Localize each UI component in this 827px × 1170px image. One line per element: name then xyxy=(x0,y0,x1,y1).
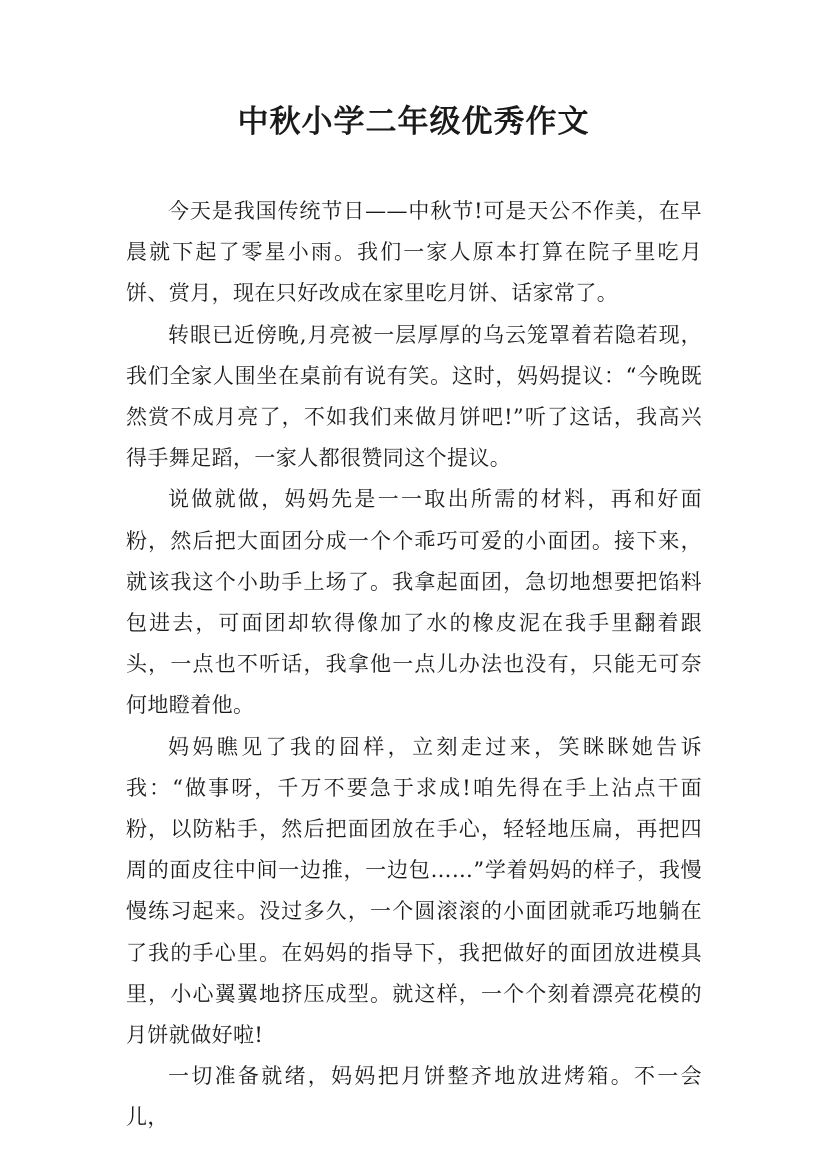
paragraph-2: 转眼已近傍晚,月亮被一层厚厚的乌云笼罩着若隐若现，我们全家人围坐在桌前有说有笑。这时，妈妈提议：“今晚既然赏不成月亮了，不如我们来做月饼吧!”听了这话，我高兴得手舞足蹈，一家人都很赞同这个提议。 xyxy=(126,322,702,471)
document-body xyxy=(126,191,702,1139)
paragraph-1: 今天是我国传统节日——中秋节!可是天公不作美，在早晨就下起了零星小雨。我们一家人原本打算在院子里吃月饼、赏月，现在只好改成在家里吃月饼、话家常了。 xyxy=(126,199,702,306)
paragraph-4: 妈妈瞧见了我的囧样，立刻走过来，笑眯眯她告诉我：“做事呀，千万不要急于求成!咱先得在手上沾点干面粉，以防粘手，然后把面团放在手心，轻轻地压扁，再把四周的面皮往中间一边推，一边包……”学着妈妈的样子，我慢慢练习起来。没过多久，一个圆滚滚的小面团就乖巧地躺在了我的手心里。在妈妈的指导下，我把做好的面团放进模具里，小心翼翼地挤压成型。就这样，一个个刻着漂亮花模的月饼就做好啦! xyxy=(126,734,702,1048)
document-title: 中秋小学二年级优秀作文 xyxy=(237,104,590,140)
paragraph-5: 一切准备就绪，妈妈把月饼整齐地放进烤箱。不一会儿， xyxy=(126,1064,702,1130)
paragraph-3: 说做就做，妈妈先是一一取出所需的材料，再和好面粉，然后把大面团分成一个个乖巧可爱的小面团。接下来，就该我这个小助手上场了。我拿起面团，急切地想要把馅料包进去，可面团却软得像加了水的橡皮泥在我手里翻着跟头，一点也不听话，我拿他一点儿办法也没有，只能无可奈何地瞪着他。 xyxy=(126,487,702,718)
